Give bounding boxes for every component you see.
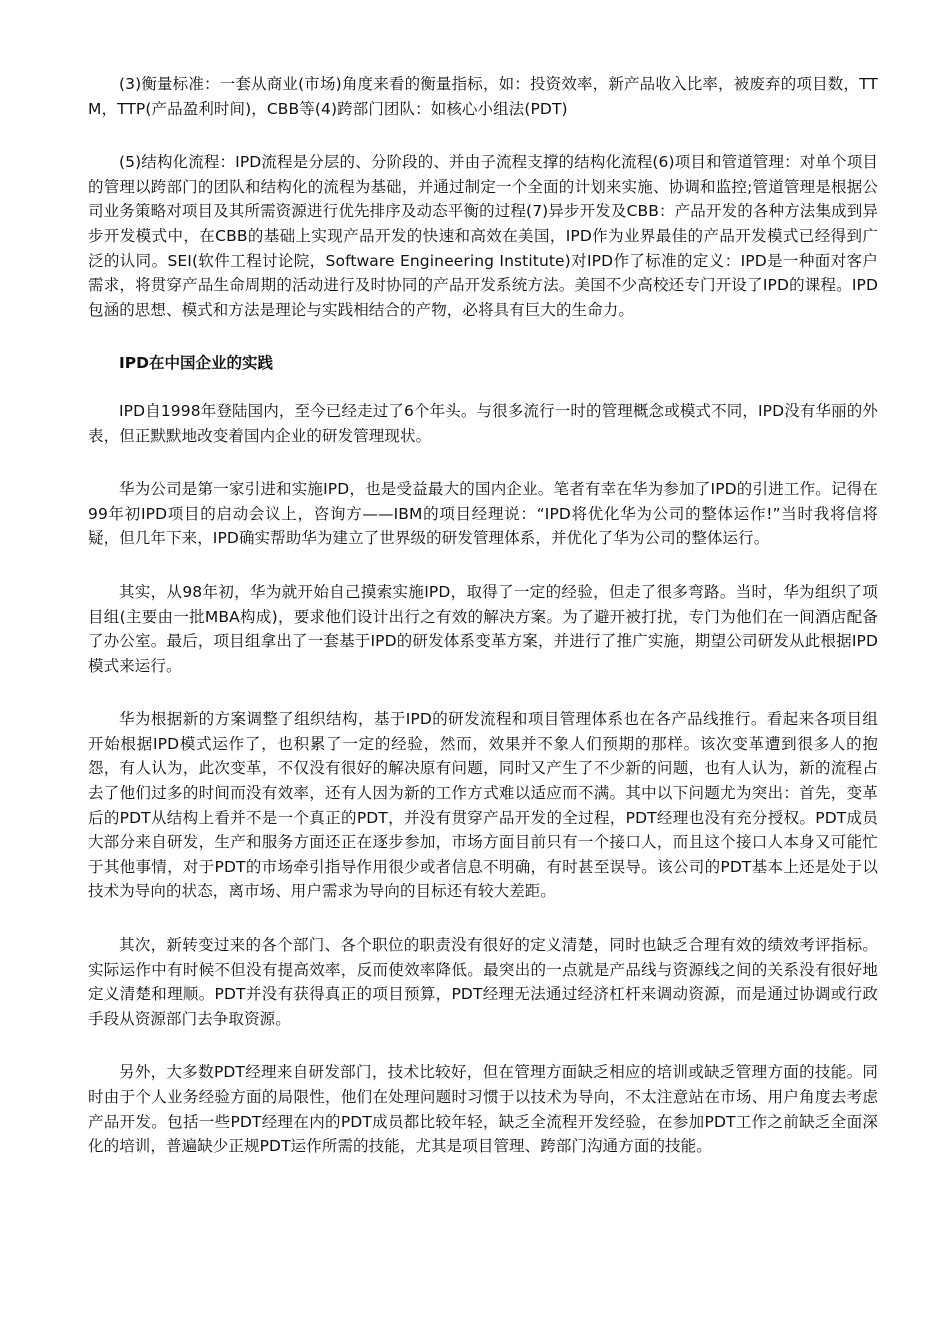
- paragraph-structured-process: (5)结构化流程：IPD流程是分层的、分阶段的、并由子流程支撑的结构化流程(6)项目和管道管理：对单个项目的管理以跨部门的团队和结构化的流程为基础，并通过制定一个全面的计划来实施、协调和监控;管道管理是根据公司业务策略对项目及其所需资源进行优先排序及动态平衡的过程(7)异步开发及CBB：产品开发的各种方法集成到异步开发模式中，在CBB的基础上实现产品开发的快速和高效在美国，IPD作为业界最佳的产品开发模式已经得到广泛的认同。SEI(软件工程讨论院，Software Engineering Institute)对IPD作了标准的定义：IPD是一种面对客户需求，将贯穿产品生命周期的活动进行及时协同的产品开发系统方法。美国不少高校还专门开设了IPD的课程。IPD包涵的思想、模式和方法是理论与实践相结合的产物，必将具有巨大的生命力。: [88, 153, 878, 319]
- paragraph-huawei-introduction: 华为公司是第一家引进和实施IPD，也是受益最大的国内企业。笔者有幸在华为参加了IPD的引进工作。记得在99年初IPD项目的启动会议上，咨询方——IBM的项目经理说：“IPD将优化华为公司的整体运作!”当时我将信将疑，但几年下来，IPD确实帮助华为建立了世界级的研发管理体系，并优化了华为公司的整体运行。: [88, 480, 878, 548]
- paragraph-second-issue: 其次，新转变过来的各个部门、各个职位的职责没有很好的定义清楚，同时也缺乏合理有效的绩效考评指标。实际运作中有时候不但没有提高效率，反而使效率降低。最突出的一点就是产品线与资源线之间的关系没有很好地定义清楚和理顺。PDT并没有获得真正的项目预算，PDT经理无法通过经济杠杆来调动资源，而是通过协调或行政手段从资源部门去争取资源。: [88, 936, 878, 1028]
- document-page: [88, 72, 878, 1188]
- paragraph-ipd-in-china: IPD自1998年登陆国内，至今已经走过了6个年头。与很多流行一时的管理概念或模式不同，IPD没有华丽的外表，但正默默地改变着国内企业的研发管理现状。: [88, 401, 878, 445]
- paragraph-huawei-early-attempts: 其实，从98年初，华为就开始自己摸索实施IPD，取得了一定的经验，但走了很多弯路。当时，华为组织了项目组(主要由一批MBA构成)，要求他们设计出行之有效的解决方案。为了避开被打扰，专门为他们在一间酒店配备了办公室。最后，项目组拿出了一套基于IPD的研发体系变革方案，并进行了推广实施，期望公司研发从此根据IPD模式来运行。: [88, 582, 878, 675]
- paragraph-pdt-managers: 另外，大多数PDT经理来自研发部门，技术比较好，但在管理方面缺乏相应的培训或缺乏管理方面的技能。同时由于个人业务经验方面的局限性，他们在处理问题时习惯于以技术为导向，不太注意站在市场、用户角度去考虑产品开发。包括一些PDT经理在内的PDT成员都比较年轻，缺乏全流程开发经验，在参加PDT工作之前缺乏全面深化的培训，普遍缺少正规PDT运作所需的技能，尤其是项目管理、跨部门沟通方面的技能。: [88, 1063, 878, 1156]
- section-heading: IPD在中国企业的实践: [119, 354, 273, 373]
- paragraph-measurement-standards: (3)衡量标准：一套从商业(市场)角度来看的衡量指标，如：投资效率，新产品收入比率，被废弃的项目数，TTM，TTP(产品盈利时间)，CBB等(4)跨部门团队：如核心小组法(PDT): [88, 75, 878, 118]
- paragraph-huawei-reorganization: 华为根据新的方案调整了组织结构，基于IPD的研发流程和项目管理体系也在各产品线推行。看起来各项目组开始根据IPD模式运作了，也积累了一定的经验，然而，效果并不象人们预期的那样。该次变革遭到很多人的抱怨，有人认为，此次变革，不仅没有很好的解决原有问题，同时又产生了不少新的问题，也有人认为，新的流程占去了他们过多的时间而没有效率，还有人因为新的工作方式难以适应而不满。其中以下问题尤为突出：首先，变革后的PDT从结构上看并不是一个真正的PDT，并没有贯穿产品开发的全过程，PDT经理也没有充分授权。PDT成员大部分来自研发，生产和服务方面还正在逐步参加，市场方面目前只有一个接口人，而且这个接口人本身又可能忙于其他事情，对于PDT的市场牵引指导作用很少或者信息不明确，有时甚至误导。该公司的PDT基本上还是处于以技术为导向的状态，离市场、用户需求为导向的目标还有较大差距。: [88, 710, 878, 901]
